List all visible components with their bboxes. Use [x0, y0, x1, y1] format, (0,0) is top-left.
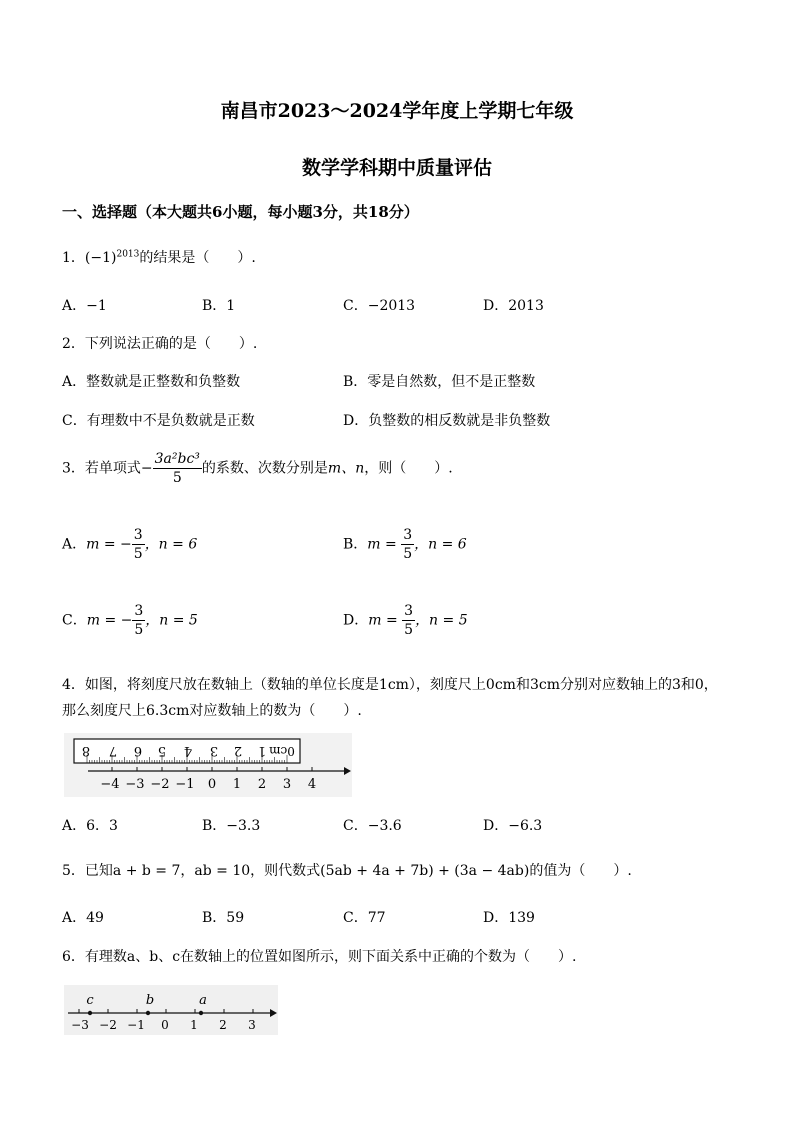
question-5: 5．已知a + b = 7，ab = 10，则代数式(5ab + 4a + 7b) + (3a − 4ab)的值为（ ）. [62, 863, 632, 879]
number-line-bg [64, 985, 278, 1035]
axis-label: 2 [257, 777, 267, 792]
axis-label: 4 [307, 777, 317, 792]
q3-option-c [62, 604, 198, 637]
axis-label: −3 [125, 777, 145, 792]
q2-option-d: D．负整数的相反数就是非负整数 [343, 413, 551, 429]
axis-label: 1 [232, 777, 242, 792]
ruler-label: 5 [157, 743, 167, 758]
q3-numerator: 3a²bc³ [154, 451, 200, 467]
q1-number: 1． [62, 250, 85, 266]
ruler-label: 4 [183, 743, 193, 758]
q3-a-den: 5 [133, 546, 143, 562]
ruler-figure [64, 733, 352, 797]
number-line-label: 0 [161, 1018, 169, 1032]
section-heading: 一、选择题（本大题共6小题，每小题3分，共18分） [62, 203, 419, 221]
exam-title: 南昌市2023～2024学年度上学期七年级 [220, 100, 574, 122]
ruler-labels [82, 743, 295, 758]
question-6: 6．有理数a、b、c在数轴上的位置如图所示，则下面关系中正确的个数为（ ）. [62, 949, 577, 965]
q3-d-n: ，n = 5 [415, 612, 468, 629]
q3-end: ，则（ ）. [364, 460, 453, 477]
q3-c-den: 5 [134, 622, 144, 638]
q3-prefix: 3．若单项式− [62, 460, 153, 477]
ruler-label: 8 [81, 743, 91, 758]
q3-c-n: ，n = 5 [145, 612, 198, 629]
q3-a-fraction [132, 528, 145, 561]
point-a-label: a [199, 993, 207, 1008]
axis-label: −1 [175, 777, 195, 792]
q2-option-b: B．零是自然数，但不是正整数 [343, 374, 536, 390]
question-4-line1: 4．如图，将刻度尺放在数轴上（数轴的单位长度是1cm），刻度尺上0cm和3cm分别对应数轴上的3和0， [62, 677, 718, 693]
question-3 [62, 452, 453, 485]
exam-subtitle: 数学学科期中质量评估 [301, 157, 492, 179]
point-b-label: b [145, 993, 155, 1008]
q1-option-d: D．2013 [483, 298, 544, 314]
axis-label: 0 [207, 777, 217, 792]
number-line-label: −1 [127, 1018, 145, 1032]
q3-a-m: m = − [86, 536, 132, 553]
point-c-label: c [86, 993, 94, 1008]
q4-option-d: D．−6.3 [483, 818, 543, 834]
q5-option-c: C．77 [343, 910, 386, 926]
axis-labels [100, 777, 316, 792]
q3-d-label: D． [343, 612, 369, 629]
point-c [88, 1011, 92, 1015]
q3-option-b [343, 528, 467, 561]
q3-d-num: 3 [404, 603, 414, 619]
ruler-label: 0cm [269, 744, 295, 758]
q3-b-m: m = [367, 536, 402, 553]
q3-d-fraction [402, 604, 415, 637]
q1-base: (−1) [84, 250, 117, 266]
q1-option-c: C．−2013 [343, 298, 416, 314]
q3-denominator: 5 [172, 470, 182, 486]
q5-option-a: A．49 [62, 910, 104, 926]
q5-option-b: B．59 [202, 910, 245, 926]
ruler-label: 6 [133, 743, 143, 758]
q3-a-n: ，n = 6 [144, 536, 198, 553]
ruler-label: 2 [233, 743, 243, 758]
q3-c-fraction [132, 604, 145, 637]
q4-option-c: C．−3.6 [343, 818, 402, 834]
q3-fraction [153, 452, 202, 485]
q3-a-label: A． [62, 536, 87, 553]
q4-option-a: A．6．3 [62, 818, 118, 834]
q3-c-m: m = − [86, 612, 133, 629]
q3-b-fraction [401, 528, 414, 561]
number-line-label: 3 [248, 1018, 256, 1032]
point-a [199, 1011, 203, 1015]
q1-exponent: 2013 [116, 249, 140, 260]
q3-vars: m、n [327, 460, 365, 477]
number-line-figure [64, 985, 278, 1035]
q3-c-label: C． [62, 612, 87, 629]
number-line-label: 1 [190, 1018, 198, 1032]
q3-option-a [62, 528, 197, 561]
number-line-label: −3 [71, 1018, 89, 1032]
q1-option-b: B．1 [202, 298, 236, 314]
ruler-label: 3 [209, 743, 219, 758]
question-1 [62, 247, 256, 267]
number-line-label: −2 [99, 1018, 117, 1032]
q4-option-b: B．−3.3 [202, 818, 261, 834]
q3-suffix: 的系数、次数分别是 [201, 460, 328, 477]
q1-option-a: A．−1 [62, 298, 107, 314]
point-b [146, 1011, 150, 1015]
ruler-label: 1 [257, 743, 267, 758]
axis-label: 3 [282, 777, 292, 792]
q3-b-n: ，n = 6 [414, 536, 467, 553]
q3-d-den: 5 [404, 622, 414, 638]
q3-option-d [343, 604, 468, 637]
q3-b-label: B． [343, 536, 368, 553]
q3-c-num: 3 [134, 603, 144, 619]
axis-label: −4 [100, 777, 120, 792]
q3-a-num: 3 [133, 527, 143, 543]
question-2: 2．下列说法正确的是（ ）. [62, 336, 258, 352]
number-line-label: 2 [219, 1018, 227, 1032]
question-4-line2: 那么刻度尺上6.3cm对应数轴上的数为（ ）. [62, 703, 362, 719]
axis-label: −2 [150, 777, 170, 792]
q3-d-m: m = [368, 612, 403, 629]
q5-option-d: D．139 [483, 910, 535, 926]
q3-b-num: 3 [403, 527, 413, 543]
q2-option-c: C．有理数中不是负数就是正数 [62, 413, 255, 429]
q1-text: 的结果是（ ）. [139, 250, 256, 266]
ruler-label: 7 [108, 743, 118, 758]
q3-b-den: 5 [403, 546, 413, 562]
q2-option-a: A．整数就是正整数和负整数 [62, 374, 241, 390]
